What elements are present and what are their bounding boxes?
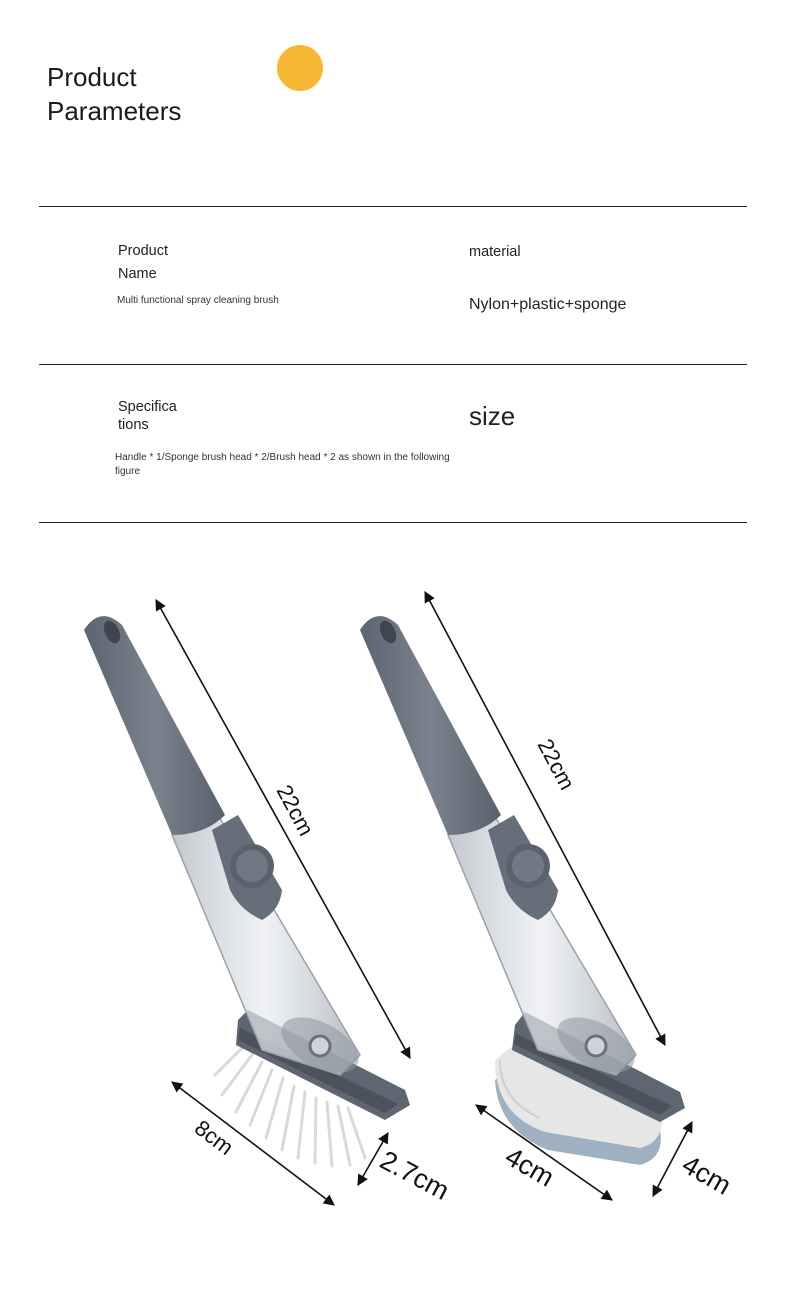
spec-value-2: figure xyxy=(115,466,141,477)
product-name-value: Multi functional spray cleaning brush xyxy=(117,295,279,306)
spec-label-2: tions xyxy=(118,417,149,433)
spec-label-1: Specifica xyxy=(118,399,177,415)
sponge-brush xyxy=(360,616,685,1165)
spec-value-1: Handle * 1/Sponge brush head * 2/Brush head * 2 as shown in the following xyxy=(115,452,450,463)
sponge-length-label: 22cm xyxy=(532,734,580,794)
product-figure xyxy=(0,560,790,1290)
title-line-2: Parameters xyxy=(47,96,182,126)
product-name-label-1: Product xyxy=(118,243,168,259)
accent-dot xyxy=(277,45,323,91)
divider-3 xyxy=(39,522,747,523)
brush-width-label: 8cm xyxy=(189,1115,239,1161)
divider-2 xyxy=(39,364,747,365)
material-value: Nylon+plastic+sponge xyxy=(469,296,627,313)
brush-depth-label: 2.7cm xyxy=(375,1144,455,1206)
sponge-width-label: 4cm xyxy=(500,1141,560,1193)
divider-1 xyxy=(39,206,747,207)
bristle-brush xyxy=(84,616,410,1166)
material-label: material xyxy=(469,244,521,260)
size-label: size xyxy=(469,401,516,431)
sponge-depth-label: 4cm xyxy=(677,1149,737,1201)
brush-length-label: 22cm xyxy=(271,780,319,840)
brush-width-line xyxy=(172,1082,334,1205)
product-name-label-2: Name xyxy=(118,266,157,282)
title-line-1: Product xyxy=(47,62,137,92)
